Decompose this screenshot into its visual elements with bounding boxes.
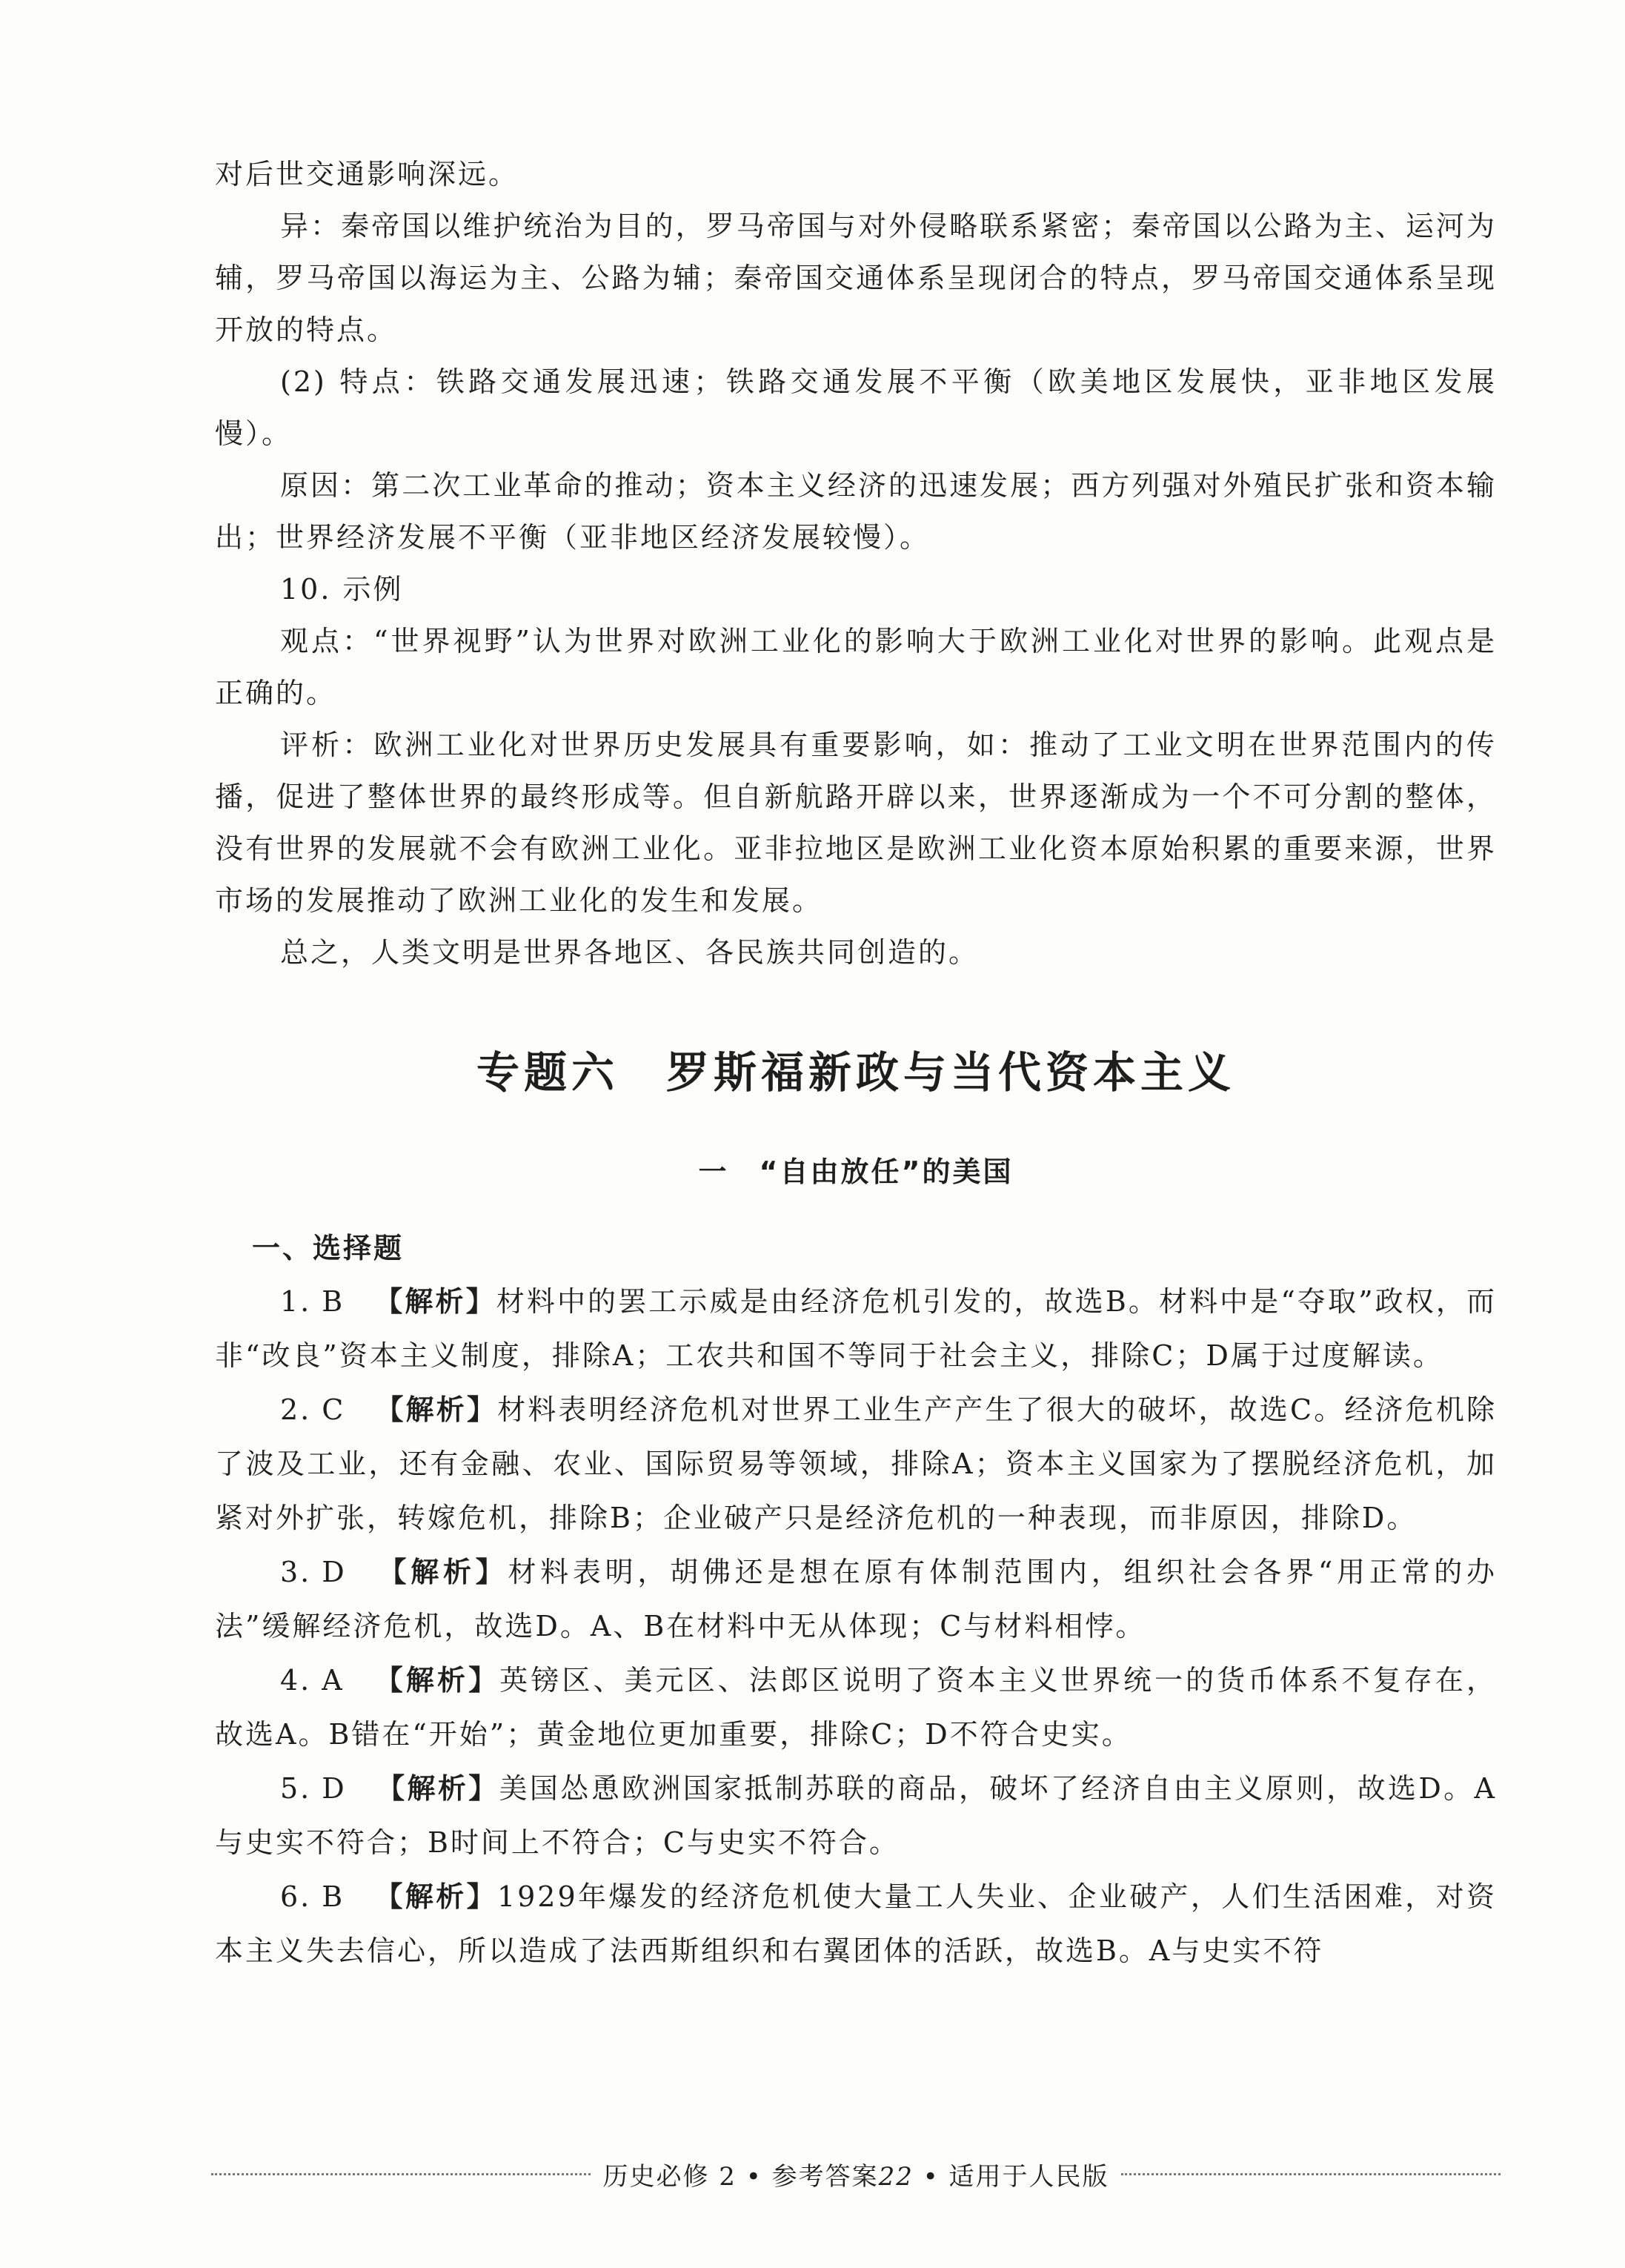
footer-book: 历史必修 2 xyxy=(602,2161,737,2192)
paragraph: 异：秦帝国以维护统治为目的，罗马帝国与对外侵略联系紧密；秦帝国以公路为主、运河为辅，罗马帝国以海运为主、公路为辅；秦帝国交通体系呈现闭合的特点，罗马帝国交通体系呈现开放的特点。 xyxy=(215,210,1497,346)
answer-explanation: 英镑区、美元区、法郎区说明了资本主义世界统一的货币体系不复存在，故选A。B错在“开始”；黄金地位更加重要，排除C；D不符合史实。 xyxy=(215,1664,1497,1751)
paragraph: (2) 特点：铁路交通发展迅速；铁路交通发展不平衡（欧美地区发展快，亚非地区发展慢）。 xyxy=(215,365,1497,450)
answer-letter: B xyxy=(322,1285,345,1318)
answer-explanation: 材料中的罢工示威是由经济危机引发的，故选B。材料中是“夺取”政权，而非“改良”资本主义制度，排除A；工农共和国不等同于社会主义，排除C；D属于过度解读。 xyxy=(215,1285,1497,1372)
footer-text xyxy=(591,2156,1120,2192)
analysis-tag: 【解析】 xyxy=(374,1880,497,1913)
page-number: 22 xyxy=(878,2161,914,2192)
footer-separator: • xyxy=(745,2161,762,2192)
footer-answer-label: 参考答案 xyxy=(771,2161,879,2192)
answer-item xyxy=(215,1654,1497,1762)
paragraph: 原因：第二次工业革命的推动；资本主义经济的迅速发展；西方列强对外殖民扩张和资本输出；世界经济发展不平衡（亚非地区经济发展较慢）。 xyxy=(215,469,1497,554)
answer-letter: B xyxy=(322,1880,345,1913)
answer-number: 6. xyxy=(280,1880,312,1913)
lesson-title: 一 “自由放任”的美国 xyxy=(698,1155,1014,1188)
footer-dotted-rule xyxy=(211,2173,591,2175)
analysis-tag: 【解析】 xyxy=(376,1556,508,1588)
analysis-tag: 【解析】 xyxy=(373,1664,500,1697)
section-heading: 一、选择题 xyxy=(252,1232,405,1264)
footer-dotted-rule xyxy=(1121,2173,1501,2175)
answer-letter: A xyxy=(322,1664,345,1697)
analysis-tag: 【解析】 xyxy=(374,1285,496,1318)
intro-section xyxy=(215,148,1497,978)
analysis-tag: 【解析】 xyxy=(375,1393,498,1426)
answer-letter: D xyxy=(322,1772,347,1805)
answer-item xyxy=(215,1275,1497,1383)
answer-item xyxy=(215,1383,1497,1545)
chapter-title: 专题六 罗斯福新政与当代资本主义 xyxy=(476,1047,1235,1098)
answer-number: 1. xyxy=(280,1285,312,1318)
paragraph: 观点：“世界视野”认为世界对欧洲工业化的影响大于欧洲工业化对世界的影响。此观点是正确的。 xyxy=(215,625,1497,709)
answer-item xyxy=(215,1545,1497,1654)
paragraph: 评析：欧洲工业化对世界历史发展具有重要影响，如：推动了工业文明在世界范围内的传播，促进了整体世界的最终形成等。但自新航路开辟以来，世界逐渐成为一个不可分割的整体，没有世界的发展就不会有欧洲工业化。亚非拉地区是欧洲工业化资本原始积累的重要来源，世界市场的发展推动了欧洲工业化的发生和发展。 xyxy=(215,729,1497,917)
paragraph: 对后世交通影响深远。 xyxy=(215,158,519,190)
answer-number: 4. xyxy=(280,1664,312,1697)
answer-explanation: 材料表明经济危机对世界工业生产产生了很大的破坏，故选C。经济危机除了波及工业，还有金融、农业、国际贸易等领域，排除A；资本主义国家为了摆脱经济危机，加紧对外扩张，转嫁危机，排除B；企业破产只是经济危机的一种表现，而非原因，排除D。 xyxy=(215,1393,1497,1534)
answer-number: 5. xyxy=(280,1772,312,1805)
analysis-tag: 【解析】 xyxy=(376,1772,499,1805)
page-footer xyxy=(211,2155,1501,2192)
answer-letter: D xyxy=(322,1556,347,1588)
answer-number: 2. xyxy=(280,1393,312,1426)
answer-item xyxy=(215,1870,1497,1978)
paragraph: 总之，人类文明是世界各地区、各民族共同创造的。 xyxy=(280,936,980,969)
answer-explanation: 美国怂恿欧洲国家抵制苏联的商品，破坏了经济自由主义原则，故选D。A与史实不符合；B时间上不符合；C与史实不符合。 xyxy=(215,1772,1497,1859)
answer-number: 3. xyxy=(280,1556,312,1588)
answer-letter: C xyxy=(322,1393,346,1426)
answer-item xyxy=(215,1762,1497,1870)
answer-explanation: 1929年爆发的经济危机使大量工人失业、企业破产，人们生活困难，对资本主义失去信心，所以造成了法西斯组织和右翼团体的活跃，故选B。A与史实不符 xyxy=(215,1880,1497,1967)
footer-separator: • xyxy=(923,2161,940,2192)
answer-list xyxy=(215,1275,1497,1978)
answer-explanation: 材料表明，胡佛还是想在原有体制范围内，组织社会各界“用正常的办法”缓解经济危机，故选D。A、B在材料中无从体现；C与材料相悖。 xyxy=(215,1556,1497,1642)
paragraph: 10. 示例 xyxy=(280,573,404,606)
footer-edition: 适用于人民版 xyxy=(948,2161,1109,2192)
